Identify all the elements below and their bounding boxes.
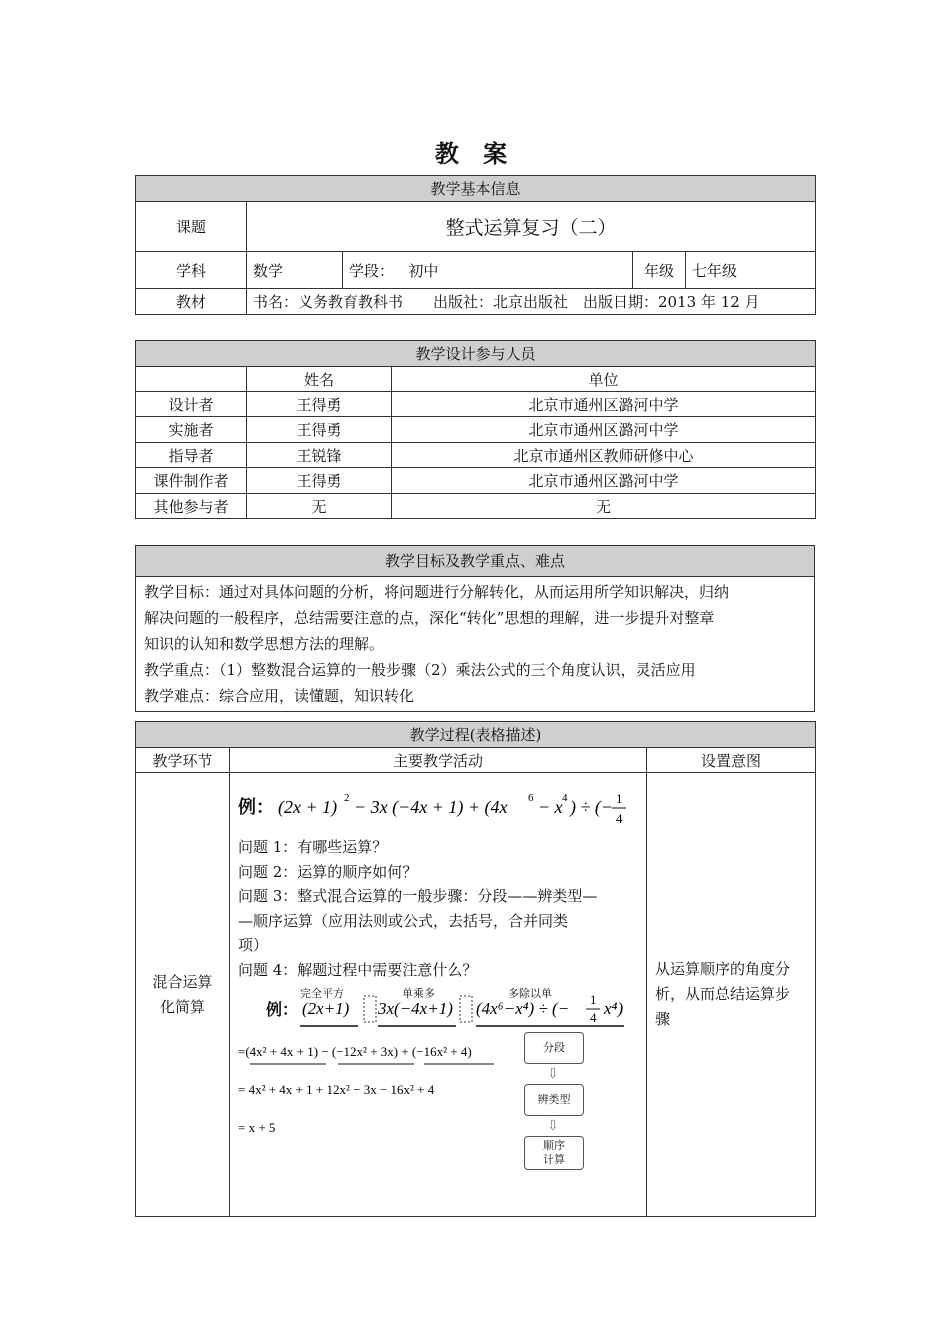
goals-table [135,545,815,712]
svg-text:= 4x² + 4x + 1 + 12x² − 3x − 1: = 4x² + 4x + 1 + 12x² − 3x − 16x² + 4 [238,1082,435,1097]
question-3-line: 项） [238,936,269,954]
intent-line: 从运算顺序的角度分 [655,960,791,978]
people-table [135,340,816,519]
question-4: 问题 4：解题过程中需要注意什么？ [238,960,478,979]
person-name: 王得勇 [247,468,392,494]
material-label: 教材 [136,289,247,315]
people-name-col: 姓名 [247,367,392,392]
person-name: 王得勇 [247,392,392,417]
basic-info-header: 教学基本信息 [136,176,816,202]
svg-text:4: 4 [616,811,623,826]
svg-text:(2x + 1): (2x + 1) [278,797,338,817]
objective-line: 解决问题的一般程序，总结需要注意的点，深化“转化”思想的理解，进一步提升对整章 [144,609,715,627]
solution-steps [238,1032,638,1210]
grade-value: 七年级 [686,252,816,289]
stage-col: 教学环节 [136,748,230,773]
role: 指导者 [136,443,247,468]
example-formula [278,783,638,833]
stage-label: 学段： [349,261,395,280]
flow-step-compute-line: 顺序 [543,1139,565,1152]
svg-text:=(4x² + 4x + 1) − (−12x² + 3x): =(4x² + 4x + 1) − (−12x² + 3x) + (−16x² + 4) [238,1044,472,1059]
annotated-example [238,982,638,1032]
grade-label: 年级 [633,252,686,289]
intent-col: 设置意图 [647,748,816,773]
people-row [136,392,816,417]
subject-value: 数学 [247,252,343,289]
unit: 北京市通州区潞河中学 [392,468,816,494]
intent-cell [647,773,816,1217]
question-3-line: —顺序运算（应用法则或公式，去括号，合并同类 [238,911,569,930]
people-row [136,443,816,468]
unit: 北京市通州区教师研修中心 [392,443,816,468]
objective-line: 教学目标：通过对具体问题的分析，将问题进行分解转化，从而运用所学知识解决，归纳 [144,583,730,601]
annotated-example-label: 例： [266,1000,299,1019]
stage-value: 初中 [408,261,439,280]
example-label: 例： [238,796,274,818]
svg-text:4: 4 [562,792,568,804]
role: 实施者 [136,417,247,443]
people-role-col [136,367,247,392]
solution-formula [238,1038,508,1158]
role: 课件制作者 [136,468,247,494]
question-1: 问题 1：有哪些运算？ [238,838,388,856]
flow-step-segment: 分段 [524,1032,584,1064]
topic-value: 整式运算复习（二） [247,202,816,252]
question-2: 问题 2：运算的顺序如何？ [238,862,418,881]
stage-line: 化简算 [159,997,205,1016]
role: 设计者 [136,392,247,417]
page-title: 教 案 [434,139,516,168]
flow-step-compute-line: 计算 [543,1153,565,1166]
stage-line: 混合运算 [152,972,213,991]
material-value: 书名：义务教育教科书 出版社：北京出版社 出版日期：2013 年 12 月 [247,289,816,315]
flow-step-classify: 辨类型 [524,1084,584,1116]
people-row [136,417,816,443]
process-header: 教学过程(表格描述) [136,722,816,748]
svg-text:4: 4 [590,1010,597,1025]
svg-text:6: 6 [528,792,534,804]
person-name: 无 [247,494,392,519]
objective-line: 知识的认知和数学思想方法的理解。 [144,635,385,653]
svg-text:(2x+1): (2x+1) [302,999,350,1018]
stage-cell [136,773,230,1217]
svg-text:1: 1 [616,791,623,806]
svg-text:3x(−4x+1): 3x(−4x+1) [378,999,453,1018]
intent-line: 骤 [655,1010,671,1028]
svg-text:1: 1 [590,992,597,1007]
activity-col: 主要教学活动 [230,748,647,773]
svg-text:= x + 5: = x + 5 [238,1120,276,1135]
key-points: 教学重点：（1）整数混合运算的一般步骤（2）乘法公式的三个角度认识，灵活应用 [144,661,696,679]
people-unit-col: 单位 [392,367,816,392]
person-name: 王得勇 [247,417,392,443]
unit: 无 [392,494,816,519]
subject-label: 学科 [136,252,247,289]
difficulties: 教学难点：综合应用，读懂题，知识转化 [144,687,415,705]
stage-cell [343,252,633,289]
question-3-line: 问题 3：整式混合运算的一般步骤：分段——辨类型— [238,887,598,905]
activity-cell [230,773,647,1217]
flowchart [524,1032,588,1170]
svg-text:) ÷ (−: ) ÷ (− [570,797,614,817]
unit: 北京市通州区潞河中学 [392,392,816,417]
person-name: 王锐锋 [247,443,392,468]
people-row [136,468,816,494]
people-header: 教学设计参与人员 [136,341,816,367]
goals-body [136,577,815,712]
annot-mono: 单乘多 [402,987,435,1000]
svg-text:− x: − x [538,797,563,817]
role: 其他参与者 [136,494,247,519]
svg-text:(4x⁶−x⁴) ÷ (−: (4x⁶−x⁴) ÷ (− [476,999,570,1018]
annotated-formula [238,982,638,1032]
people-row [136,494,816,519]
topic-label: 课题 [136,202,247,252]
basic-info-table [135,175,816,315]
intent-line: 析，从而总结运算步 [655,985,791,1003]
flow-step-compute [524,1136,584,1170]
annot-square: 完全平方 [300,987,344,1000]
process-table [135,721,816,1217]
goals-header: 教学目标及教学重点、难点 [136,546,815,577]
annot-div: 多除以单 [508,987,552,1000]
svg-text:2: 2 [344,792,350,804]
arrow-down-icon: ⇩ [547,1118,559,1134]
svg-text:x⁴): x⁴) [604,999,624,1018]
arrow-down-icon: ⇩ [547,1066,559,1082]
unit: 北京市通州区潞河中学 [392,417,816,443]
example-expression [238,781,638,835]
svg-text:− 3x (−4x + 1) + (4x: − 3x (−4x + 1) + (4x [354,797,508,817]
